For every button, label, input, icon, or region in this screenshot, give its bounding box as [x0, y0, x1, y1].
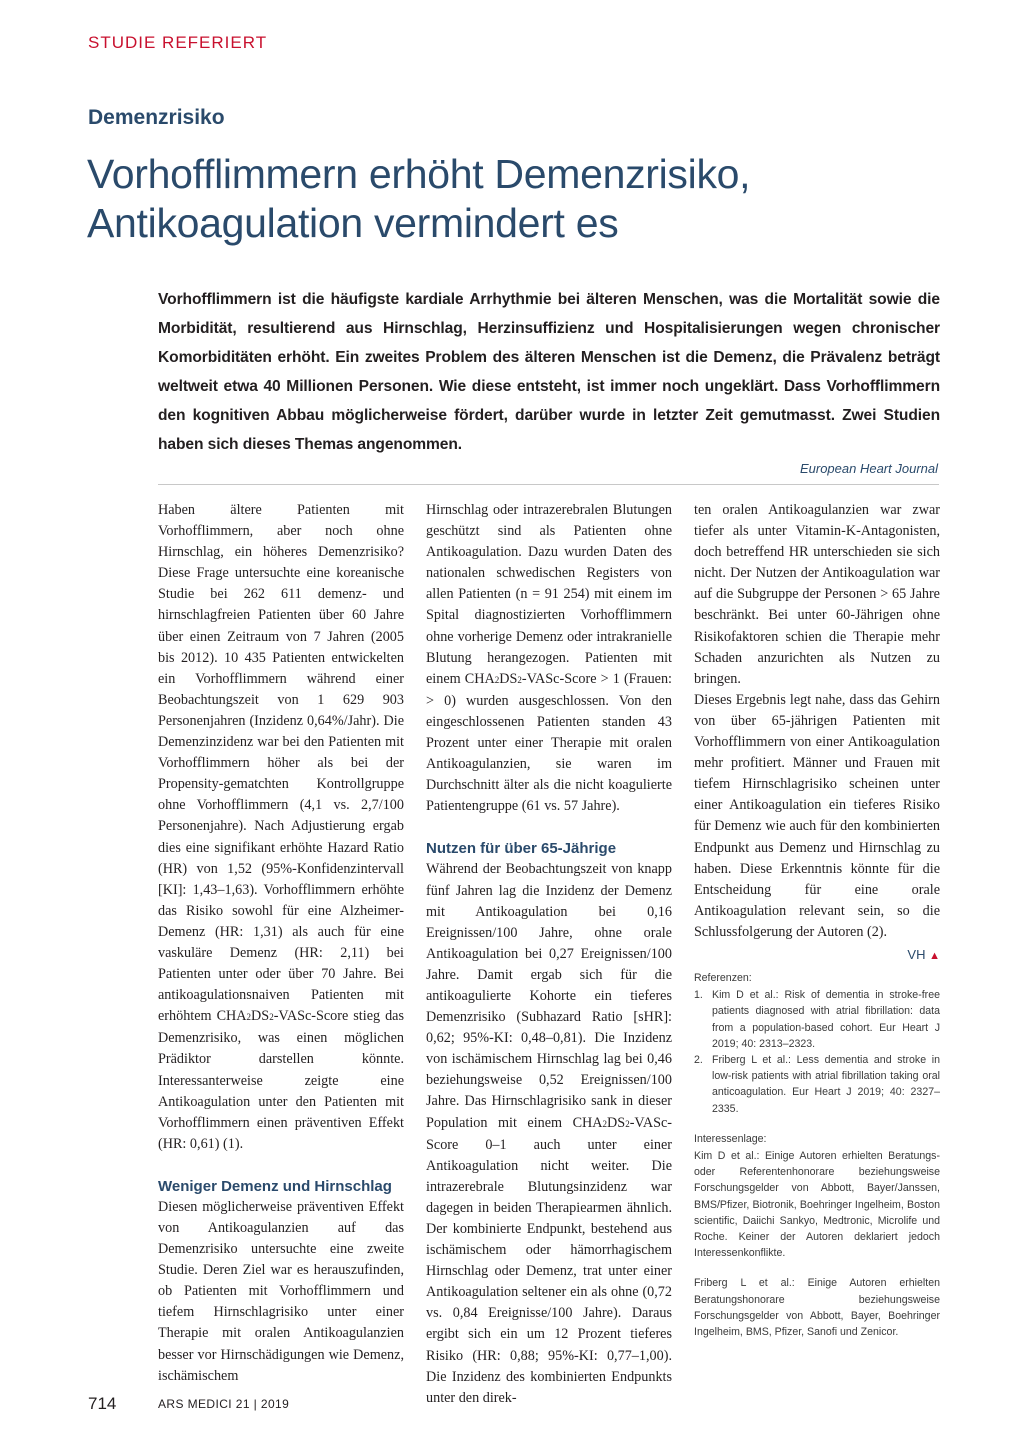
- reference-item: 1. Kim D et al.: Risk of dementia in stroke-free patients diagnosed with atrial fibrillation: data from a population-based cohort. Eur Heart J 2019; 40: 2313–2323.: [694, 989, 940, 1050]
- body-column-3: [694, 500, 940, 967]
- reference-item: 2. Friberg L et al.: Less dementia and stroke in low-risk patients with atrial fibrillation taking oral anticoagulation. Eur Heart J 2019; 40: 2327–2335.: [694, 1054, 940, 1115]
- body-column-1: [158, 500, 404, 1387]
- article-title-line-1: Vorhofflimmern erhöht Demenzrisiko,: [87, 151, 751, 197]
- article-title: [87, 150, 750, 248]
- section-heading: Weniger Demenz und Hirnschlag: [158, 1177, 392, 1195]
- body-paragraph: Dieses Ergebnis legt nahe, dass das Gehirn von über 65-jährigen Patienten mit Vorhofflimmern von einer Antikoagulation mehr profitiert. Männer und Frauen mit tiefem Hirnschlagrisiko scheinen unter einer Antikoagulation ein tieferes Risiko für Demenz wie auch für den kombinierten Endpunkt aus Demenz und Hirnschlag zu haben. Diese Erkenntnis könnte für die Entscheidung für eine orale Antikoagulation relevant sein, so die Schlussfolgerung der Autoren (2).: [694, 691, 940, 940]
- journal-footer: ARS MEDICI 21 | 2019: [158, 1397, 290, 1411]
- author-signature: [694, 944, 940, 967]
- references-label: Referenzen:: [694, 972, 752, 984]
- article-lead: Vorhofflimmern ist die häufigste kardiale Arrhythmie bei älteren Menschen, was die Mortalität sowie die Morbidität, resultierend aus Hirnschlag, Herzinsuffizienz und Hospitalisierungen wegen chronischer Komorbiditäten erhöht. Ein zweites Problem des älteren Menschen ist die Demenz, die Prävalenz beträgt weltweit etwa 40 Millionen Personen. Wie diese entsteht, ist immer noch ungeklärt. Dass Vorhofflimmern den kognitiven Abbau möglicherweise fördert, darüber wurde in letzter Zeit gemutmasst. Zwei Studien haben sich dieses Themas angenommen.: [158, 291, 940, 453]
- article-title-line-2: Antikoagulation vermindert es: [87, 200, 619, 246]
- divider-rule: [158, 484, 939, 485]
- interest-friberg: Friberg L et al.: Einige Autoren erhielten Beratungshonorare beziehungsweise Forschungsgelder von Abbott, Bayer, Boehringer Ingelheim, BMS, Pfizer, Sanofi und Zenicor.: [694, 1277, 940, 1339]
- page-number: 714: [88, 1394, 117, 1413]
- notes-section: [694, 970, 940, 1340]
- body-paragraph: Während der Beobachtungszeit von knapp fünf Jahren lag die Inzidenz der Demenz mit Antikoagulation bei 0,16 Ereignissen/100 Jahre, ohne orale Antikoagulation bei 0,27 Ereignissen/100 Jahre. Damit ergab sich für die antikoagulierte Kohorte ein tieferes Demenzrisiko (Subhazard Ratio [sHR]: 0,62; 95%-KI: 0,48–0,81). Die Inzidenz von ischämischem Hirnschlag lag bei 0,46 beziehungsweise 0,52 Ereignissen/100 Jahre. Das Hirnschlagrisiko sank in dieser Population mit einem CHA2DS2-VASc-Score 0–1 auch unter einer Antikoagulation nicht weiter. Die intrazerebrale Blutungsinzidenz war dagegen in beiden Therapiearmen ähnlich. Der kombinierte Endpunkt, bestehend aus ischämischem oder hämorrhagischem Hirnschlag oder Demenz, trat unter einer Antikoagulation seltener ein als ohne (0,72 vs. 0,84 Ereignisse/100 Jahre). Daraus ergibt sich ein um 12 Prozent tieferes Risiko (HR: 0,88; 95%-KI: 0,77–1,00). Die Inzidenz des kombinierten Endpunkts unter den direk-: [426, 861, 672, 1406]
- body-column-2: [426, 500, 672, 1409]
- interest-kim: Kim D et al.: Einige Autoren erhielten Beratungs- oder Referentenhonorare beziehungsweise Forschungsgelder von Abbott, Bayer/Janssen, BMS/Pfizer, Biotronik, Boehringer Ingelheim, Boston scientific, Daiichi Sankyo, Medtronic, Microlife und Roche. Keiner der Autoren deklariert jedoch Interessenkonflikte.: [694, 1150, 940, 1260]
- interest-label: Interessenlage:: [694, 1132, 767, 1145]
- body-paragraph: Diesen möglicherweise präventiven Effekt von Antikoagulanzien auf das Demenzrisiko untersuchte eine zweite Studie. Deren Ziel war es herauszufinden, ob Patienten mit Vorhofflimmern und tiefem Hirnschlagrisiko unter einer Therapie mit oralen Antikoagulanzien besser vor Hirnschädigungen wie Demenz, ischämischem: [158, 1198, 404, 1384]
- triangle-icon: ▲: [929, 949, 940, 962]
- author-initials: VH: [907, 946, 926, 962]
- references-list: [694, 987, 940, 1117]
- section-label: STUDIE REFERIERT: [88, 33, 268, 52]
- body-paragraph: Haben ältere Patienten mit Vorhofflimmern, aber noch ohne Hirnschlag, ein höheres Demenzrisiko? Diese Frage untersuchte eine koreanische Studie bei 262 611 demenz- und hirnschlagfreien Patienten über 60 Jahre über einen Zeitraum von 7 Jahren (2005 bis 2012). 10 435 Patienten entwickelten ein Vorhofflimmern während einer Beobachtungszeit von 1 629 903 Personenjahren (Inzidenz 0,64%/Jahr). Die Demenzinzidenz war bei den Patienten mit Vorhofflimmern höher als bei der Propensity-gematchten Kontrollgruppe ohne Vorhofflimmern (4,1 vs. 2,7/100 Personenjahre). Nach Adjustierung ergab dies eine signifikant erhöhte Hazard Ratio (HR) von 1,52 (95%-Konfidenzintervall [KI]: 1,43–1,63). Vorhofflimmern erhöhte das Risiko sowohl für eine Alzheimer-Demenz (HR: 1,31) als auch für eine vaskuläre Demenz (HR: 2,11) bei Patienten unter oder über 70 Jahre. Bei antikoagulationsnaiven Patienten mit erhöhtem CHA2DS2-VASc-Score stieg das Demenzrisiko, was einen möglichen Prädiktor darstellen könnte. Interessanterweise zeigte eine Antikoagulation unter den Patienten mit Vorhofflimmern einen präventiven Effekt (HR: 0,61) (1).: [158, 502, 404, 1152]
- body-paragraph: Hirnschlag oder intrazerebralen Blutungen geschützt sind als Patienten ohne Antikoagulation. Dazu wurden Daten des nationalen schwedischen Registers von allen Patienten (n = 91 254) mit einem im Spital diagnostizierten Vorhofflimmern ohne vorherige Demenz oder intrakranielle Blutung herangezogen. Patienten mit einem CHA2DS2-VASc-Score > 1 (Frauen: > 0) wurden ausgeschlossen. Von den eingeschlossenen Patienten standen 43 Prozent unter einer Therapie mit oralen Antikoagulanzien, sie waren im Durchschnitt älter als die nicht koagulierte Patientengruppe (61 vs. 57 Jahre).: [426, 502, 673, 815]
- article-source: European Heart Journal: [799, 461, 938, 476]
- article-kicker: Demenzrisiko: [88, 106, 225, 129]
- body-paragraph: ten oralen Antikoagulanzien war zwar tiefer als unter Vitamin-K-Antagonisten, doch betreffend HR unterschieden sie sich nicht. Der Nutzen der Antikoagulation war auf die Subgruppe der Personen > 65 Jahre beschränkt. Bei unter 60-Jährigen ohne Risikofaktoren schien die Therapie mehr Schaden anzurichten als Nutzen zu bringen.: [694, 502, 940, 687]
- section-heading: Nutzen für über 65-Jährige: [426, 840, 617, 858]
